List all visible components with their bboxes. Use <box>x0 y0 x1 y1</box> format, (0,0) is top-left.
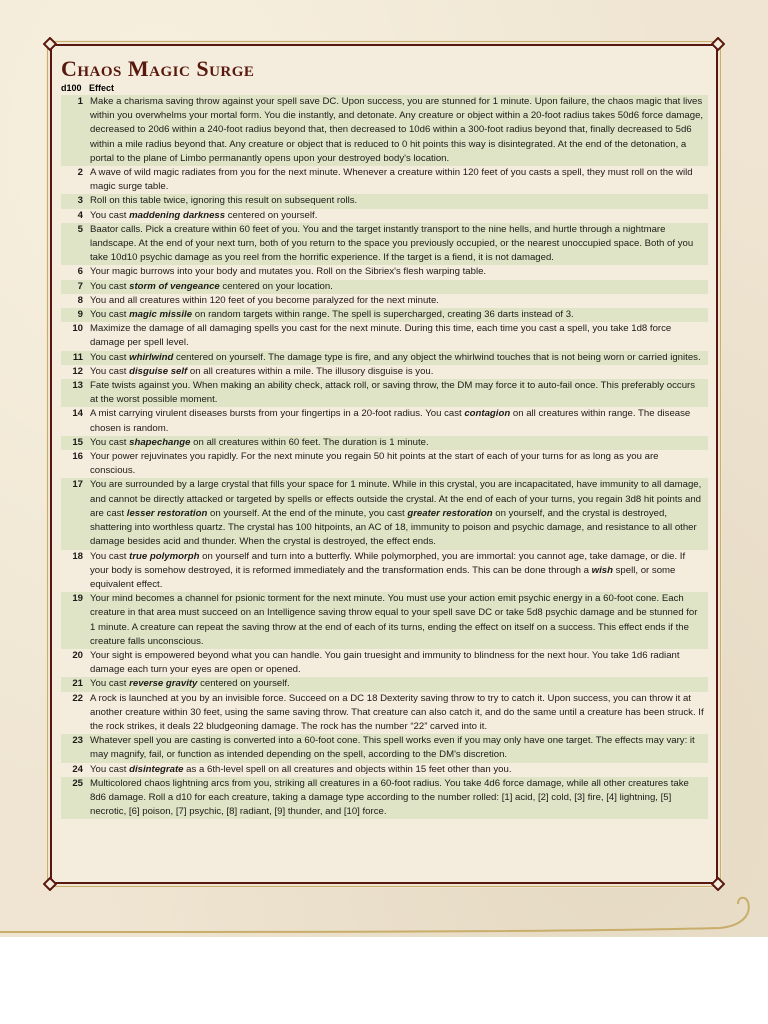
effect-text-segment: You cast <box>90 209 130 221</box>
effect-text <box>90 450 708 478</box>
roll-number: 10 <box>72 323 83 335</box>
table-row <box>61 478 708 549</box>
effect-text-segment: A rock is launched at you by an invisible force. Succeed on a DC 18 Dexterity saving throw to try to catch it. Upon success, you can throw it at another creature within 30 feet, using the same saving throw. That creature can also catch it, and do the same until a creature has been struck. If the rock strikes, it deals 22 bludgeoning damage. The rock has the number “22” carved into it. <box>90 692 704 732</box>
roll-number: 12 <box>72 365 83 377</box>
effect-text-segment: Your mind becomes a channel for psionic torment for the next minute. You must use your action emit psychic energy in a 60-foot cone. Each creature in that area must succeed on an Intelligence saving throw equal to your spell save DC or take 5d8 psychic damage and be stunned for 1 minute. A creature can repeat the saving throw at the end of each of its turns, ending the effect on itself on a success. This effect ends if the creature falls unconscious. <box>90 593 698 647</box>
roll-number: 16 <box>72 451 83 463</box>
table-row <box>61 280 708 294</box>
roll-number: 2 <box>77 167 83 179</box>
spell-name: contagion <box>464 408 511 420</box>
roll-number: 23 <box>72 735 83 747</box>
effect-text-segment: on yourself and turn into a butterfly. While polymorphed, you are immortal: you cannot age, take damage, or die. If your body is somehow destroyed, it is reformed immediately and the transformation ends. This can be done through a <box>90 550 686 576</box>
spell-name: reverse gravity <box>129 678 198 690</box>
spell-name: true polymorph <box>129 550 200 562</box>
effect-text-segment: Baator calls. Pick a creature within 60 feet of you. You and the target instantly transport to the nine hells, and hurtle through a nightmare landscape. At the end of your next turn, both of you return to the space you previously occupied, or the nearest unoccupied space. Both of you take 10d10 psychic damage as you reel from the horrific experience. If the target is a fiend, it is not damaged. <box>90 223 694 264</box>
table-row <box>61 763 708 777</box>
roll-number: 22 <box>72 692 83 704</box>
effect-text-segment: You cast <box>90 309 130 321</box>
roll-number: 1 <box>77 96 83 107</box>
effect-text-segment: You are surrounded by a large crystal that fills your space for 1 minute. While in this crystal, you are incapacitated, have immunity to all damage, and cannot be directly attacked or targeted by spells or effects outside the crystal. At the end of each of your turns, you regain 3d8 hit points and are cast <box>90 479 702 519</box>
roll-number: 18 <box>72 550 83 562</box>
spell-name: disguise self <box>129 365 188 377</box>
roll-number: 15 <box>72 436 83 448</box>
table-row <box>61 677 708 691</box>
effect-text-segment: on yourself. At the end of the minute, you cast <box>207 507 408 519</box>
effect-text-segment: You cast <box>90 763 130 775</box>
effect-text <box>90 550 708 593</box>
roll-number: 17 <box>72 479 83 491</box>
roll-number: 19 <box>72 593 83 605</box>
table-row <box>61 223 708 266</box>
effect-text-segment: on all creatures within 60 feet. The duration is 1 minute. <box>190 436 429 448</box>
effect-text-segment: You cast <box>90 678 130 690</box>
table-row <box>61 450 708 478</box>
effect-text-segment: You cast <box>90 351 130 363</box>
effect-text-segment: on random targets within range. The spell is supercharged, creating 36 darts instead of 3. <box>192 309 574 321</box>
effect-text-segment: centered on your location. <box>219 280 333 292</box>
effect-text <box>90 734 708 762</box>
roll-number: 25 <box>72 777 83 789</box>
table-row <box>61 265 708 279</box>
effect-text <box>90 763 708 777</box>
effect-text-segment: You cast <box>90 436 130 448</box>
roll-number: 14 <box>72 408 83 420</box>
header-die: d100 <box>61 83 82 93</box>
diamond-corner-icon <box>43 877 57 891</box>
effect-text-segment: centered on yourself. <box>225 209 318 221</box>
spell-name: greater restoration <box>407 507 493 519</box>
effect-text <box>90 649 708 677</box>
effect-text <box>90 166 708 194</box>
table-row <box>61 592 708 649</box>
table-row <box>61 550 708 593</box>
spell-name: lesser restoration <box>126 507 208 519</box>
effect-text <box>90 209 708 223</box>
table-frame <box>50 44 718 884</box>
effect-text-segment: spell, or some equivalent effect. <box>90 564 676 590</box>
roll-number: 11 <box>72 351 83 363</box>
effect-text-segment: Multicolored chaos lightning arcs from you, striking all creatures in a 60-foot radius. You take 4d6 force damage, while all other creatures take 8d6 damage. Roll a d10 for each creature, taking a damage type according to the number rolled: [1] acid, [2] cold, [3] fire, [4] lightning, [5] necrotic, [6] poison, [7] psychic, [8] radiant, [9] thunder, and [10] force. <box>90 777 689 818</box>
effect-text-segment: as a 6th-level spell on all creatures and objects within 15 feet other than you. <box>183 763 512 775</box>
effect-text-segment: Your sight is empowered beyond what you can handle. You gain truesight and immunity to blindness for the next hour. You take 1d6 radiant damage each turn your eyes are open or opened. <box>90 649 680 676</box>
roll-number: 3 <box>77 195 83 207</box>
table-body <box>61 95 708 819</box>
table-row <box>61 95 708 166</box>
effect-text-segment: on yourself, and the crystal is destroyed, shattering into worthless quartz. The crystal has 100 hitpoints, an AC of 18, immunity to poison and psychic damage, and resistance to all other damage besides acid and thunder. When the crystal is destroyed, the effect ends. <box>90 507 697 548</box>
header-effect: Effect <box>89 83 115 93</box>
effect-text-segment: Your magic burrows into your body and mutates you. Roll on the Sibriex's flesh warping table. <box>90 266 487 278</box>
spell-name: wish <box>591 564 613 576</box>
table-row <box>61 209 708 223</box>
effect-text-segment: You cast <box>90 365 130 377</box>
spell-name: whirlwind <box>129 351 174 363</box>
table-row <box>61 379 708 407</box>
roll-number: 4 <box>77 209 83 221</box>
effect-text-segment: on all creatures within a mile. The illusory disguise is you. <box>187 365 434 377</box>
table-row <box>61 294 708 308</box>
table-row <box>61 365 708 379</box>
roll-number: 5 <box>77 223 83 235</box>
diamond-corner-icon <box>43 37 57 51</box>
roll-number: 9 <box>77 309 83 321</box>
table-row <box>61 194 708 208</box>
effect-text <box>90 436 708 450</box>
table-row <box>61 351 708 365</box>
table-row <box>61 692 708 735</box>
page-title: Chaos Magic Surge <box>61 56 255 81</box>
effect-text-segment: centered on yourself. The damage type is fire, and any object the whirlwind touches that is not being worn or carried ignites. <box>173 351 701 363</box>
effect-text <box>90 280 708 294</box>
table-row <box>61 436 708 450</box>
effect-text <box>90 265 708 279</box>
effect-text <box>90 478 708 549</box>
table-content <box>61 56 708 819</box>
effect-text <box>90 365 708 379</box>
effect-text <box>90 379 708 407</box>
spell-name: maddening darkness <box>129 209 226 221</box>
scroll-flourish-icon <box>0 892 768 937</box>
table-row <box>61 308 708 322</box>
effect-text-segment: Whatever spell you are casting is converted into a 60-foot cone. This spell works even if you may only have one target. The effects may vary: it may magnify, fail, or function as intended depending on the spell, according to the DM's discretion. <box>90 735 695 761</box>
effect-text <box>90 294 708 308</box>
effect-text-segment: Make a charisma saving throw against your spell save DC. Upon success, you are stunned for 1 minute. Upon failure, the chaos magic that lives within you overwhelms your mortal form. You die instantly, and detonate. Any creature or object within a 20-foot radius takes 50d6 force damage, decreased to 20d6 within a 240-foot radius beyond that, then decreased to 10d6 within a 300-foot radius beyond that, finally decreased to 5d6 within a mile radius beyond that. Any creature or object that is reduced to 0 hit points this way is disintegrated. At the end of the detonation, a portal to the plane of Limbo permanantly opens upon your destroyed body's location. <box>90 96 704 164</box>
effect-text-segment: centered on yourself. <box>197 678 290 690</box>
effect-text-segment: on all creatures within range. The disease chosen is random. <box>90 408 691 434</box>
effect-text-segment: You and all creatures within 120 feet of you become paralyzed for the next minute. <box>90 294 439 306</box>
table-row <box>61 649 708 677</box>
spell-name: disintegrate <box>129 763 184 775</box>
roll-number: 6 <box>77 266 83 278</box>
effect-text <box>90 322 708 350</box>
table-row <box>61 407 708 435</box>
effect-text <box>90 223 708 266</box>
spell-name: shapechange <box>129 436 191 448</box>
effect-text-segment: A mist carrying virulent diseases bursts from your fingertips in a 20-foot radius. You cast <box>90 408 465 420</box>
diamond-corner-icon <box>711 37 725 51</box>
effect-text-segment: You cast <box>90 550 130 562</box>
roll-number: 24 <box>72 763 83 775</box>
effect-text <box>90 592 708 649</box>
effect-text-segment: You cast <box>90 280 130 292</box>
roll-number: 20 <box>72 649 83 661</box>
effect-text <box>90 407 708 435</box>
effect-text-segment: Roll on this table twice, ignoring this result on subsequent rolls. <box>90 195 358 207</box>
effect-text <box>90 95 708 166</box>
table-row <box>61 166 708 194</box>
effect-text <box>90 194 708 208</box>
effect-text-segment: A wave of wild magic radiates from you for the next minute. Whenever a creature within 120 feet of you casts a spell, they must roll on the wild magic surge table. <box>90 167 693 193</box>
spell-name: storm of vengeance <box>129 280 220 292</box>
table-row <box>61 734 708 762</box>
diamond-corner-icon <box>711 877 725 891</box>
effect-text <box>90 351 708 365</box>
effect-text <box>90 692 708 735</box>
effect-text <box>90 677 708 691</box>
effect-text <box>90 777 708 820</box>
effect-text <box>90 308 708 322</box>
table-row <box>61 777 708 820</box>
roll-number: 8 <box>77 294 83 306</box>
spell-name: magic missile <box>129 309 193 321</box>
table-header <box>61 83 708 94</box>
roll-number: 7 <box>77 280 83 292</box>
effect-text-segment: Your power rejuvinates you rapidly. For the next minute you regain 50 hit points at the start of each of your turns for as long as you are conscious. <box>90 451 659 477</box>
table-row <box>61 322 708 350</box>
effect-text-segment: Maximize the damage of all damaging spells you cast for the next minute. During this time, each time you cast a spell, you take 1d8 force damage per spell level. <box>90 323 672 349</box>
roll-number: 13 <box>72 380 83 392</box>
effect-text-segment: Fate twists against you. When making an ability check, attack roll, or saving throw, the DM may force it to auto-fail once. This preferably occurs at the worst possible moment. <box>90 380 696 406</box>
roll-number: 21 <box>72 678 83 690</box>
